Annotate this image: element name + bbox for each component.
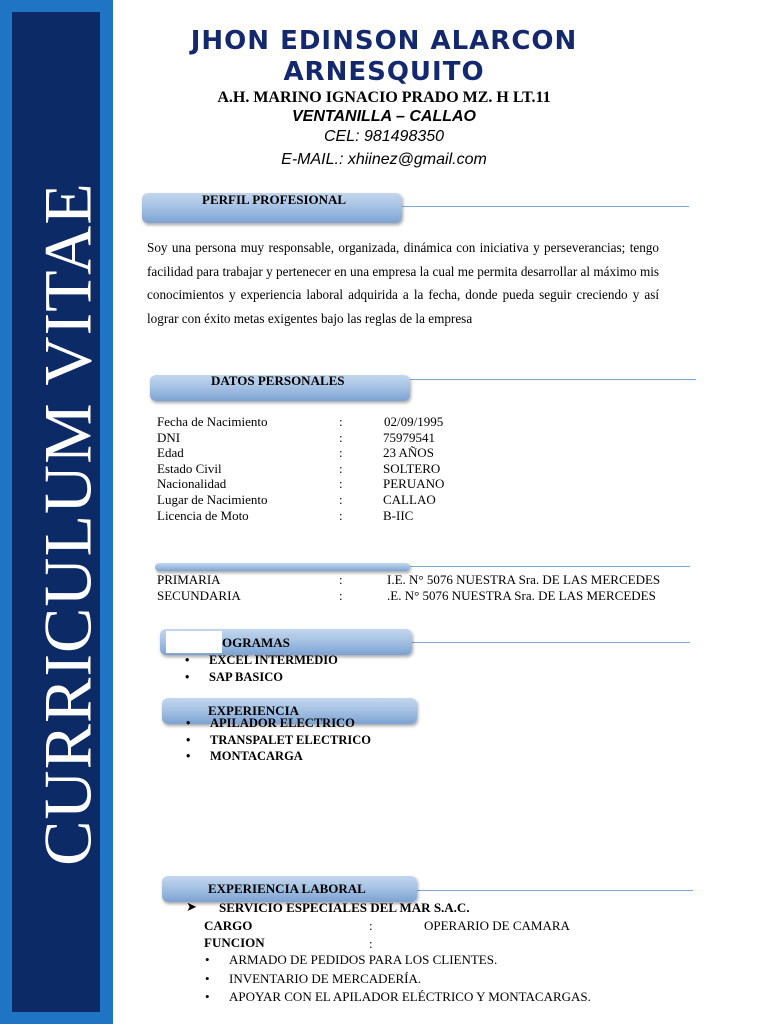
- personal-heading: DATOS PERSONALES: [211, 373, 345, 388]
- education-school: I.E. N° 5076 NUESTRA Sra. DE LAS MERCEDES: [387, 572, 661, 587]
- table-row: [157, 445, 444, 461]
- section-divider: [402, 206, 689, 207]
- table-row: [157, 492, 444, 508]
- field-value: CALLAO: [383, 491, 436, 507]
- section-divider: [408, 566, 690, 567]
- table-row: [157, 430, 444, 446]
- list-item: • ARMADO DE PEDIDOS PARA LOS CLIENTES.: [205, 951, 591, 970]
- field-label: DNI: [157, 429, 181, 445]
- profile-heading: PERFIL PROFESIONAL: [202, 192, 347, 207]
- table-row: [157, 588, 660, 604]
- education-level: PRIMARIA: [157, 572, 221, 587]
- table-row: [157, 461, 444, 477]
- field-value: 02/09/1995: [384, 414, 444, 429]
- table-row: [157, 572, 660, 588]
- field-separator: :: [339, 476, 343, 492]
- field-label: Nacionalidad: [157, 476, 227, 492]
- list-item: • SAP BASICO: [185, 669, 338, 686]
- table-row: [157, 476, 444, 492]
- email: E-MAIL.: xhiinez@gmail.com: [281, 151, 487, 168]
- section-header-education: [155, 563, 410, 571]
- list-item: • TRANSPALET ELECTRICO: [186, 732, 371, 749]
- cargo-label: CARGO: [204, 918, 253, 933]
- field-separator: :: [339, 460, 343, 476]
- field-separator: :: [339, 572, 343, 587]
- field-separator: :: [369, 936, 373, 951]
- field-value: SOLTERO: [383, 460, 441, 476]
- header-mask: [166, 631, 222, 653]
- field-separator: :: [339, 507, 343, 523]
- section-divider: [408, 379, 696, 380]
- phone: CEL: 981498350: [323, 128, 445, 145]
- work-heading: EXPERIENCIA LABORAL: [208, 881, 366, 896]
- sidebar-panel: [12, 12, 106, 1012]
- programs-heading: OGRAMAS: [222, 635, 290, 650]
- field-value: B-IIC: [383, 507, 414, 523]
- address: A.H. MARINO IGNACIO PRADO MZ. H LT.11: [217, 89, 551, 106]
- funcion-label: FUNCION: [204, 935, 265, 950]
- field-label: Estado Civil: [157, 460, 222, 476]
- name-line-1: JHON EDINSON ALARCON: [190, 26, 578, 56]
- list-item: • MONTACARGA: [186, 748, 371, 765]
- field-separator: :: [339, 429, 343, 445]
- list-item: • EXCEL INTERMEDIO: [185, 652, 338, 669]
- field-separator: :: [369, 918, 373, 933]
- field-label: Lugar de Nacimiento: [157, 491, 268, 507]
- personal-data-table: [157, 414, 444, 523]
- education-table: [157, 572, 660, 603]
- education-level: SECUNDARIA: [157, 587, 241, 603]
- field-label: Licencia de Moto: [157, 507, 249, 523]
- name-line-2: ARNESQUITO: [283, 57, 485, 87]
- cargo-value: OPERARIO DE CAMARA: [424, 918, 570, 933]
- field-separator: :: [339, 445, 343, 461]
- profile-text: Soy una persona muy responsable, organizada, dinámica con iniciativa y perseverancias; tengo facilidad para trabajar y pertenecer en una empresa la cual me permita desarrollar al máximo mis conocimientos y experiencia laboral adquirida a la fecha, donde pueda seguir creciendo y así lograr con éxito metas exigentes bajo las reglas de la empresa: [147, 240, 659, 326]
- field-value: 75979541: [383, 429, 435, 445]
- duties-list: [205, 951, 591, 1007]
- arrow-bullet-icon: ➤: [186, 899, 197, 914]
- programs-list: [185, 652, 338, 685]
- sidebar: [0, 0, 113, 1024]
- section-divider: [415, 890, 693, 891]
- sidebar-title: CURRICULUM VITAE: [29, 182, 106, 866]
- list-item: • APILADOR ELECTRICO: [186, 715, 371, 732]
- list-item: • APOYAR CON EL APILADOR ELÉCTRICO Y MONTACARGAS.: [205, 988, 591, 1007]
- field-value: 23 AÑOS: [383, 445, 434, 461]
- field-separator: :: [339, 414, 343, 429]
- field-value: PERUANO: [383, 476, 445, 492]
- field-label: Edad: [157, 445, 184, 461]
- section-divider: [410, 642, 690, 643]
- city: VENTANILLA – CALLAO: [292, 108, 476, 125]
- experience-heading: EXPERIENCIA: [208, 703, 300, 718]
- education-school: .E. N° 5076 NUESTRA Sra. DE LAS MERCEDES: [387, 587, 656, 603]
- field-label: Fecha de Nacimiento: [157, 414, 268, 429]
- list-item: • INVENTARIO DE MERCADERÍA.: [205, 970, 591, 989]
- table-row: [157, 414, 444, 430]
- experience-list: [186, 715, 371, 765]
- candidate-name: [120, 26, 648, 88]
- field-separator: :: [339, 587, 343, 603]
- field-separator: :: [339, 491, 343, 507]
- company-name: SERVICIO ESPECIALES DEL MAR S.A.C.: [219, 900, 470, 915]
- table-row: [157, 508, 444, 524]
